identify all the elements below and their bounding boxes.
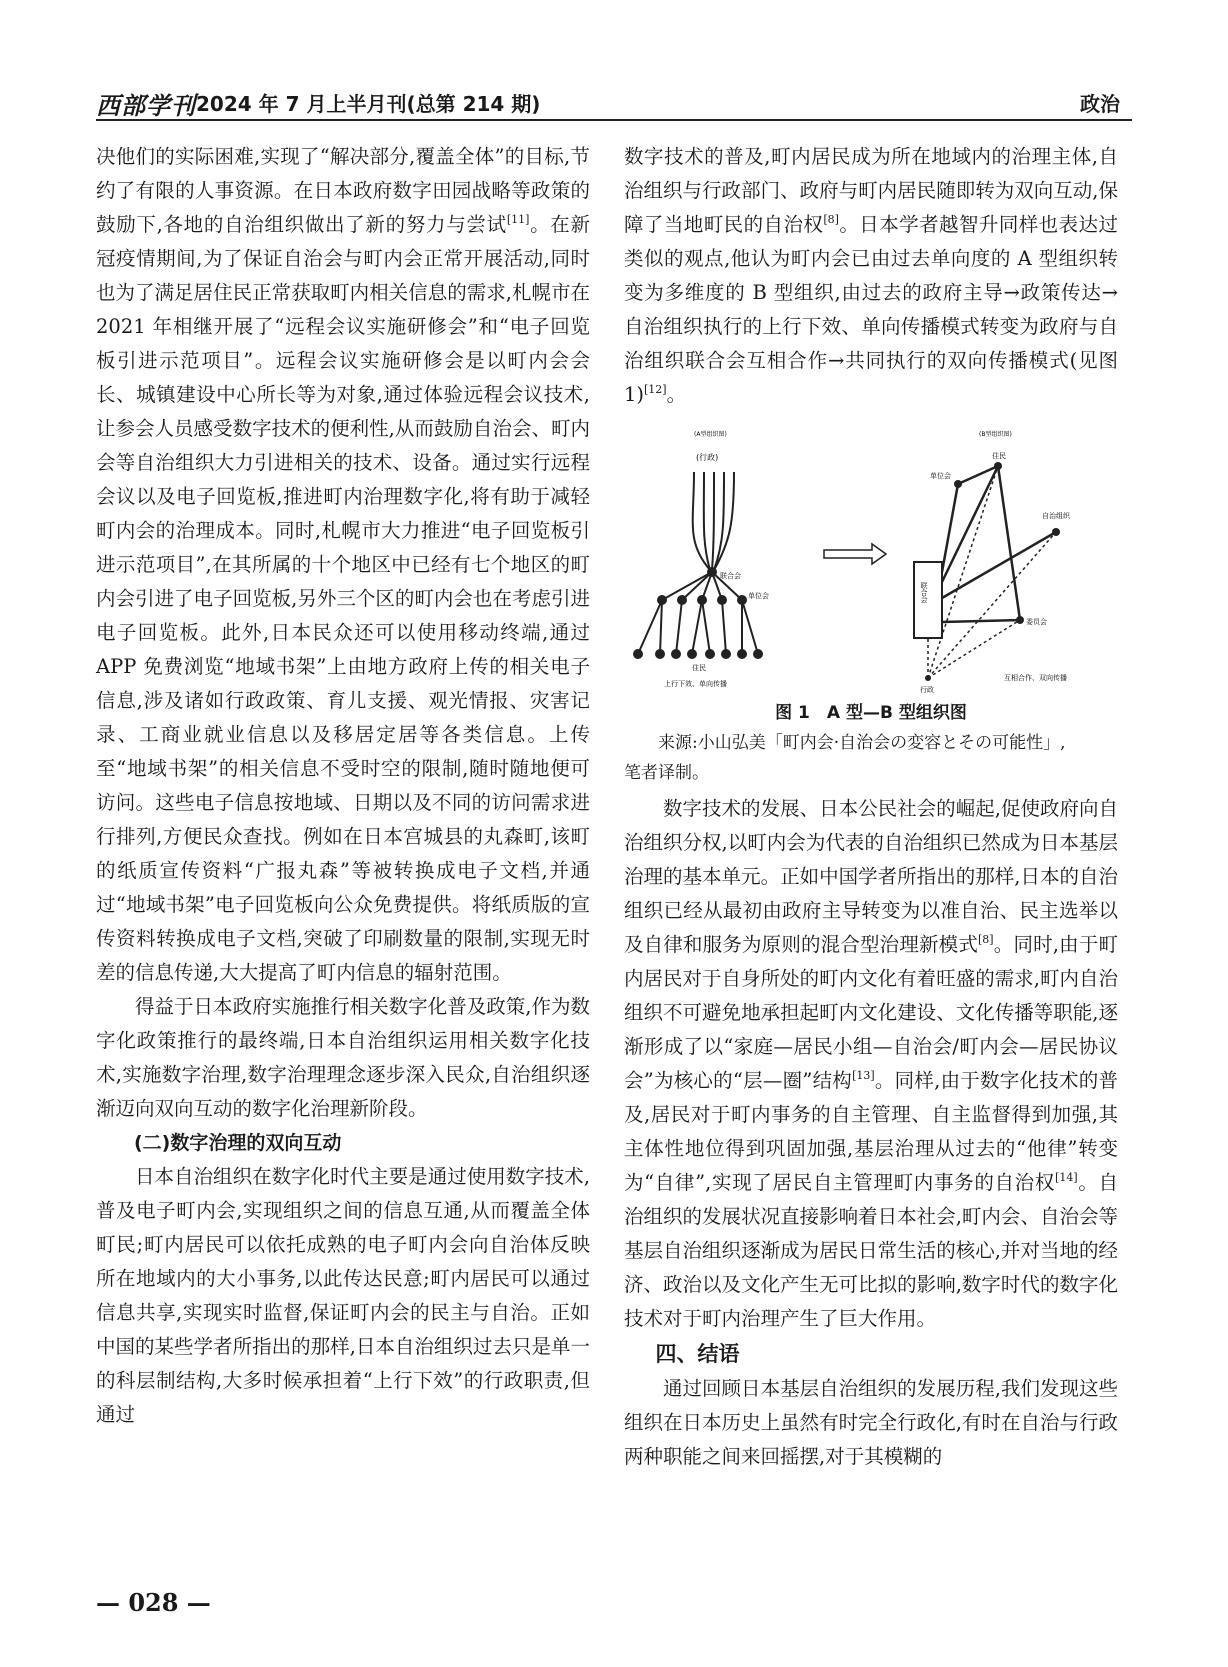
journal-issue: 2024 年 7 月上半月刊(总第 214 期) <box>196 92 541 116</box>
paragraph: 数字技术的发展、日本公民社会的崛起,促使政府向自治组织分权,以町内会为代表的自治组织已然成为日本基层治理的基本单元。正如中国学者所指出的那样,日本的自治组织已经从最初由政府主导转变为以准自治、民主选举以及自律和服务为原则的混合型治理新模式[8]。同时,由于町内居民对于自身所处的町内文化有着旺盛的需求,町内自治组织不可避免地承担起町内文化建设、文化传播等职能,逐渐形成了以“家庭—居民小组—自治会/町内会—居民协议会”为核心的“层—圈”结构[13]。同样,由于数字化技术的普及,居民对于町内事务的自主管理、自主监督得到加强,其主体性地位得到巩固加强,基层治理从过去的“他律”转变为“自律”,实现了居民自主管理町内事务的自治权[14]。自治组织的发展状况直接影响着日本社会,町内会、自治会等基层自治组织逐渐成为居民日常生活的核心,并对当地的经济、政治以及文化产生无可比拟的影响,数字时代的数字化技术对于町内治理产生了巨大作用。 <box>624 797 1118 1330</box>
citation: [12] <box>644 383 667 396</box>
a-resident-lines <box>638 600 758 654</box>
b-unit-label: 单位会 <box>930 472 951 480</box>
figure-1 <box>624 422 1118 698</box>
paragraph: 决他们的实际困难,实现了“解决部分,覆盖全体”的目标,节约了有限的人事资源。在日本政府数字田园战略等政策的鼓励下,各地的自治组织做出了新的努力与尝试[11]。在新冠疫情期间,为了保证自治会与町内会正常开展活动,同时也为了满足居住民正常获取町内相关信息的需求,札幌市在 2021 年相继开展了“远程会议实施研修会”和“电子回览板引进示范项目”。远程会议实施研修会是以町内会会长、城镇建设中心所长等为对象,通过体验远程会议技术,让参会人员感受数字技术的便利性,从而鼓励自治会、町内会等自治组织大力引进相关的技术、设备。通过实行远程会议以及电子回览板,推进町内治理数字化,将有助于减轻町内会的治理成本。同时,札幌市大力推进“电子回览板引进示范项目”,在其所属的十个地区中已经有七个地区的町内会引进了电子回览板,另外三个区的町内会也在考虑引进电子回览板。此外,日本民众还可以使用移动终端,通过 APP 免费浏览“地域书架”上由地方政府上传的相关电子信息,涉及诸如行政政策、育儿支援、观光情报、灾害记录、工商业就业信息以及移居定居等各类信息。上传至“地域书架”的相关信息不受时空的限制,随时随地便可访问。这些电子信息按地域、日期以及不同的访问需求进行排列,方便民众查找。例如在日本宫城县的丸森町,该町的纸质宣传资料“广报丸森”等被转换成电子文档,并通过“地域书架”电子回览板向公众免费提供。将纸质版的宣传资料转换成电子文档,突破了印刷数量的限制,实现无时差的信息传递,大大提高了町内信息的辐射范围。 <box>96 145 590 984</box>
b-diagram-title: (B型组织图) <box>979 431 1012 438</box>
a-unit-label: 单位会 <box>748 592 769 600</box>
b-committee-label: 委员会 <box>1026 618 1047 626</box>
paragraph: 得益于日本政府实施推行相关数字化普及政策,作为数字化政策推行的最终端,日本自治组织运用相关数字化技术,实施数字治理,数字治理理念逐步深入民众,自治组织逐渐迈向双向互动的数字化治理新阶段。 <box>96 995 590 1120</box>
page-header <box>96 84 1132 120</box>
page-number: — 028 — <box>96 1588 211 1617</box>
a-resident-nodes <box>633 649 763 659</box>
figure-source-continued: 笔者译制。 <box>624 763 709 783</box>
citation: [13] <box>852 1069 875 1082</box>
b-mode-label: 互相合作、双向传播 <box>1004 674 1067 682</box>
right-column <box>624 140 1118 1474</box>
paragraph: 数字技术的普及,町内居民成为所在地域内的治理主体,自治组织与行政部门、政府与町内居民随即转为双向互动,保障了当地町民的自治权[8]。日本学者越智升同样也表达过类似的观点,他认为町内会已由过去单向度的 A 型组织转变为多维度的 B 型组织,由过去的政府主导→政策传达→自治组织执行的上行下效、单向传播模式转变为政府与自治组织联合会互相合作→共同执行的双向传播模式(见图 1)[12]。 <box>624 145 1118 406</box>
figure-caption: 图 1 A 型—B 型组织图 <box>775 703 967 723</box>
citation: [14] <box>1055 1171 1078 1184</box>
transition-arrow-icon <box>824 544 886 564</box>
section-label: 政治 <box>1080 92 1120 116</box>
a-admin-lines <box>693 472 734 570</box>
a-hub-label: 联合会 <box>720 572 741 580</box>
paragraph: 通过回顾日本基层自治组织的发展历程,我们发现这些组织在日本历史上虽然有时完全行政化,有时在自治与行政两种职能之间来回摇摆,对于其模糊的 <box>624 1377 1118 1468</box>
organization-diagram <box>624 422 1118 698</box>
journal-logo: 西部学刊 <box>96 91 196 120</box>
a-admin-label: (行政) <box>696 453 719 462</box>
a-mode-label: 上行下效、单向传播 <box>664 680 727 688</box>
citation: [8] <box>823 213 839 226</box>
a-diagram-title: (A型组织图) <box>694 431 727 438</box>
a-resident-label: 住民 <box>692 664 706 672</box>
citation: [11] <box>506 213 530 226</box>
paragraph: 日本自治组织在数字化时代主要是通过使用数字技术,普及电子町内会,实现组织之间的信息互通,从而覆盖全体町民;町内居民可以依托成熟的电子町内会向自治体反映所在地域内的大小事务,以此传达民意;町内居民可以通过信息共享,实现实时监督,保证町内会的民主与自治。正如中国的某些学者所指出的那样,日本自治组织过去只是单一的科层制结构,大多时候承担着“上行下效”的行政职责,但通过 <box>96 1165 590 1426</box>
b-hub-label: 联合会 <box>920 582 928 603</box>
b-admin-label: 行政 <box>920 686 934 694</box>
figure-source: 来源:小山弘美「町内会·自治会の変容とその可能性」, <box>658 733 1066 753</box>
b-resident-label: 住民 <box>992 452 1006 460</box>
header-rule <box>96 119 1132 121</box>
subsection-heading: (二)数字治理的双向互动 <box>134 1132 342 1154</box>
section-heading: 四、结语 <box>655 1342 740 1366</box>
b-hub-box <box>914 562 942 638</box>
b-autonomy-label: 自治组织 <box>1042 512 1070 520</box>
left-column <box>96 140 590 1432</box>
citation: [8] <box>978 933 994 946</box>
b-solid-links <box>942 466 1056 622</box>
